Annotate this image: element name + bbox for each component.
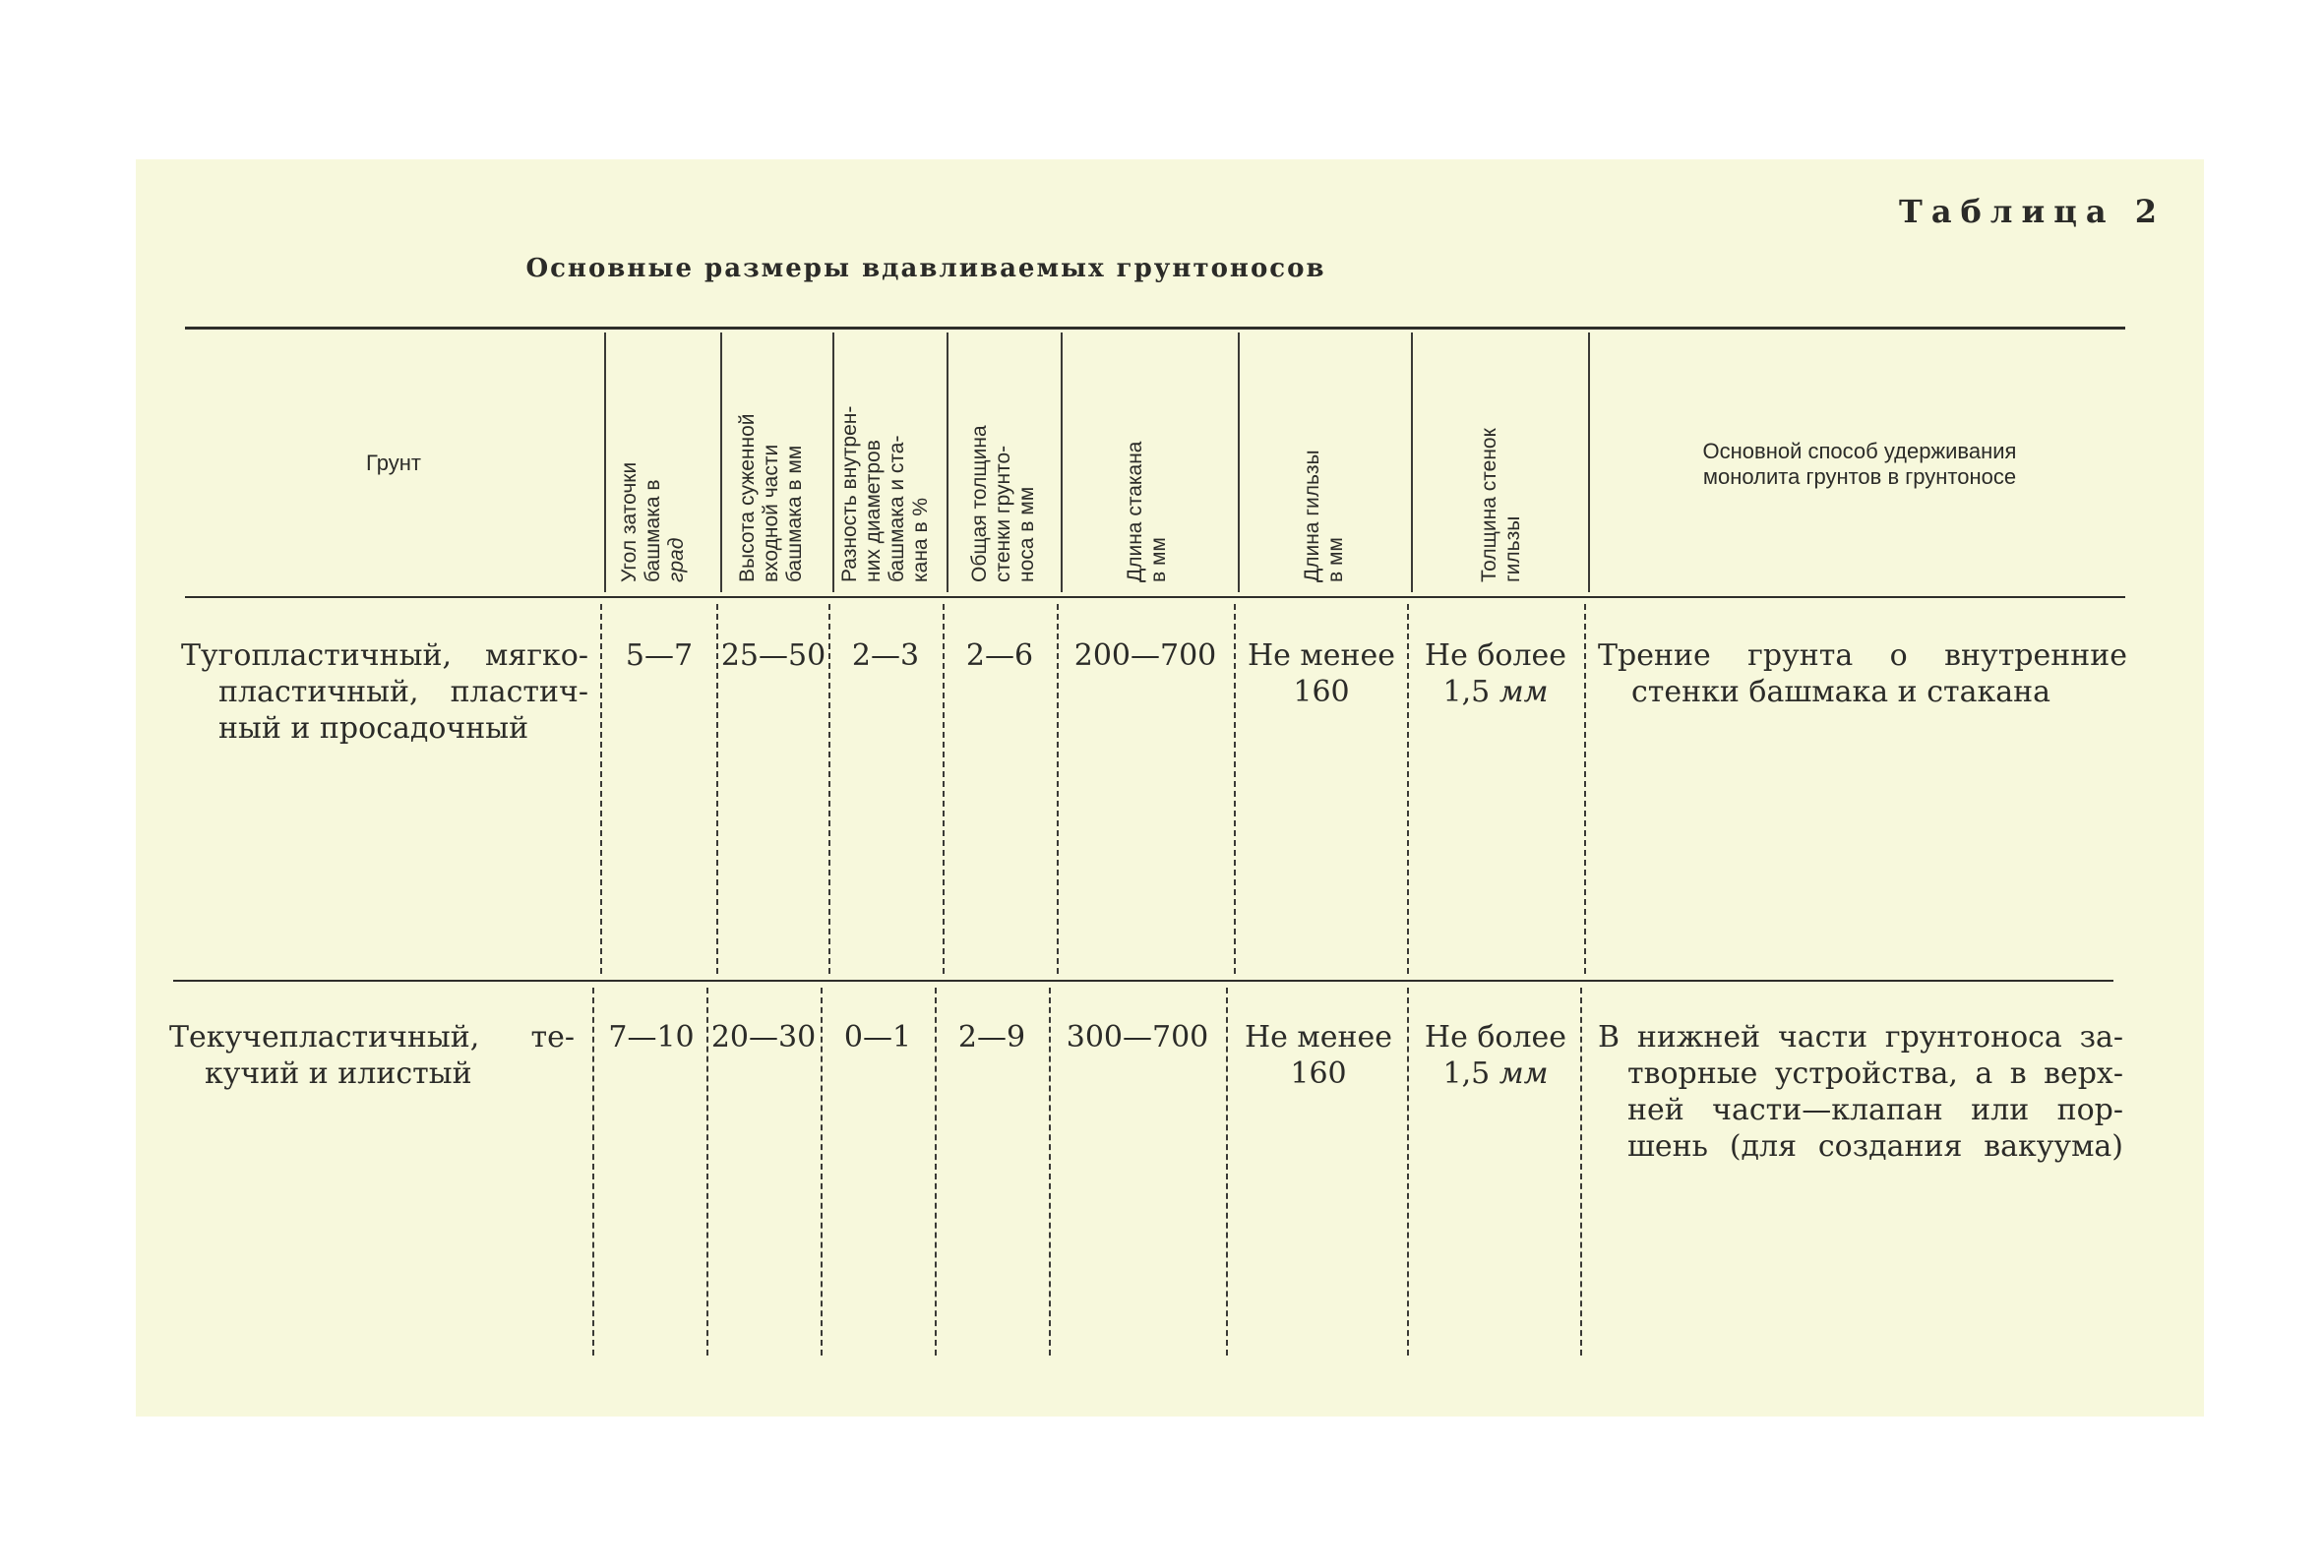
row2-retention-method: В нижней части грунтоноса за- творные устройства, а в верх- ней части—клапан или пор- шень (для создания вакуума) (1598, 1020, 2123, 1164)
row-divider-rule (173, 980, 2113, 982)
row2-sleeve-wall: Не более 1,5 мм (1424, 1020, 1567, 1091)
row1-height: 25—50 (720, 638, 826, 673)
row1-glass-length: 200—700 (1073, 638, 1217, 673)
scanned-page (136, 159, 2204, 1417)
header-retention-method: Основной способ удерживания монолита грунтов в грунтоносе (1702, 439, 2017, 489)
header-bottom-rule (185, 596, 2125, 598)
header-soil: Грунт (366, 451, 421, 475)
col-divider (1588, 332, 1590, 592)
row1-wall-thickness: 2—6 (965, 638, 1034, 673)
col-divider (1411, 332, 1413, 592)
row1-retention-method: Трение грунта о внутренние стенки башмака и стакана (1598, 638, 2127, 709)
col-divider (1238, 332, 1240, 592)
row1-sleeve-length: Не менее 160 (1247, 638, 1396, 709)
row2-diameter-diff: 0—1 (843, 1020, 912, 1055)
row1-diameter-diff: 2—3 (851, 638, 920, 673)
row1-sleeve-wall: Не более 1,5 мм (1424, 638, 1567, 709)
table-number: Таблица 2 (1899, 193, 2166, 230)
row1-angle: 5—7 (625, 638, 694, 673)
col-divider (832, 332, 834, 592)
row2-height: 20—30 (710, 1020, 817, 1055)
col-divider (604, 332, 606, 592)
row2-wall-thickness: 2—9 (957, 1020, 1026, 1055)
col-divider (1226, 988, 1228, 1356)
col-divider (1584, 604, 1586, 974)
table-title: Основные размеры вдавливаемых грунтоносов (525, 254, 1326, 283)
row1-soil: Тугопластичный, мягко- пластичный, пластич- ный и просадочный (181, 638, 588, 746)
col-divider (1061, 332, 1063, 592)
row2-soil: Текучепластичный, те- кучий и илистый (169, 1020, 575, 1091)
row2-sleeve-length: Не менее 160 (1244, 1020, 1393, 1091)
row2-glass-length: 300—700 (1066, 1020, 1209, 1055)
col-divider (720, 332, 722, 592)
row2-angle: 7—10 (608, 1020, 695, 1055)
top-rule (185, 327, 2125, 330)
col-divider (947, 332, 948, 592)
